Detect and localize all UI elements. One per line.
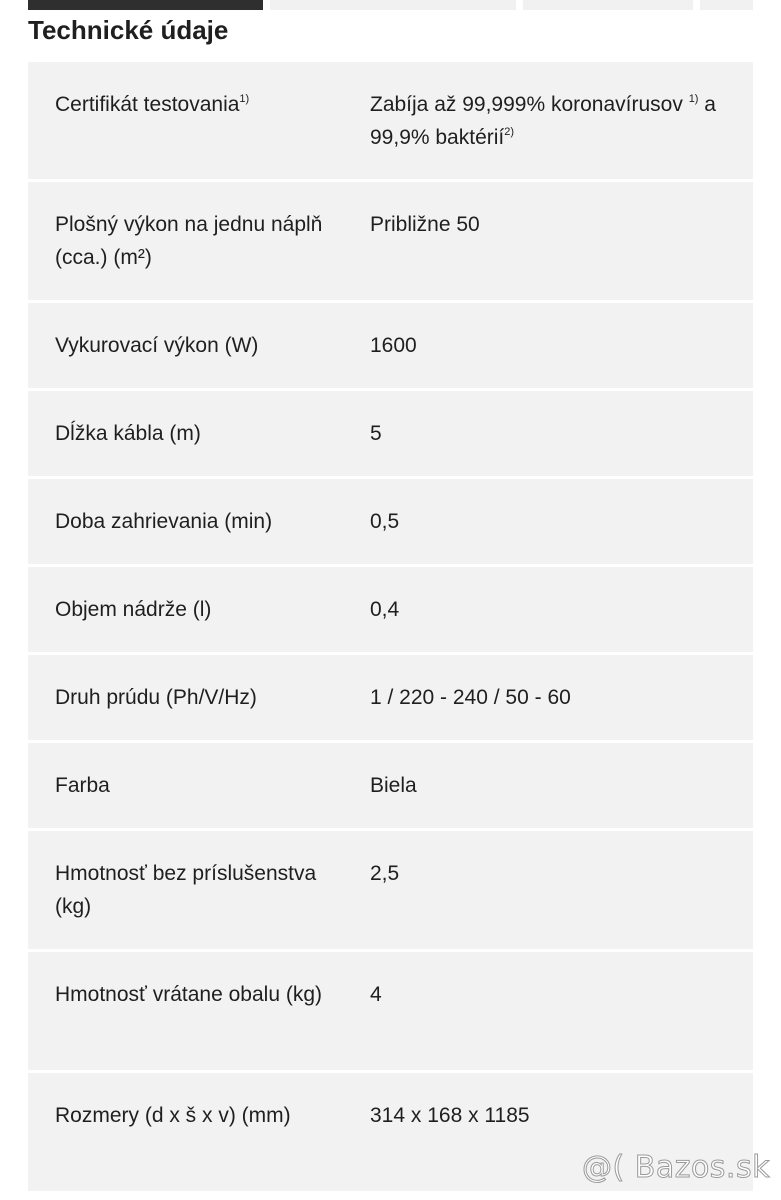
spec-label: Dĺžka kábla (m)	[55, 422, 201, 445]
tab-2[interactable]	[270, 0, 516, 10]
spec-value: 2,5	[370, 862, 400, 885]
spec-row	[28, 182, 753, 300]
spec-label: Objem nádrže (l)	[55, 598, 212, 621]
tab-4[interactable]	[700, 0, 753, 10]
spec-row	[28, 479, 753, 564]
spec-value: 5	[370, 422, 382, 445]
spec-row	[28, 567, 753, 652]
spec-label: Plošný výkon na jednu náplň (cca.) (m²)	[55, 213, 323, 269]
spec-row	[28, 62, 753, 179]
spec-table	[28, 62, 753, 1194]
spec-label: Certifikát testovania$^{1)}$	[55, 93, 250, 116]
spec-row	[28, 831, 753, 949]
tab-bar	[0, 0, 781, 10]
spec-value: 0,4	[370, 598, 400, 621]
spec-value: Biela	[370, 774, 417, 797]
spec-label: Farba	[55, 774, 110, 797]
spec-label: Vykurovací výkon (W)	[55, 334, 259, 357]
spec-value: 1600	[370, 334, 417, 357]
spec-value: 4	[370, 983, 382, 1006]
spec-label: Rozmery (d x š x v) (mm)	[55, 1104, 291, 1127]
spec-value: 0,5	[370, 510, 400, 533]
spec-label: Hmotnosť vrátane obalu (kg)	[55, 983, 323, 1006]
tab-3[interactable]	[523, 0, 693, 10]
spec-row	[28, 952, 753, 1070]
spec-row	[28, 391, 753, 476]
spec-row	[28, 743, 753, 828]
spec-label: Hmotnosť bez príslušenstva (kg)	[55, 862, 317, 918]
spec-label: Doba zahrievania (min)	[55, 510, 273, 533]
bazos-watermark: @( Bazos.sk	[582, 1150, 770, 1185]
spec-value: Zabíja až 99,999% koronavírusov $^{1)}$ a 99,9% baktérií$^{2)}$	[370, 93, 716, 149]
spec-value: 1 / 220 - 240 / 50 - 60	[370, 686, 571, 709]
spec-label: Druh prúdu (Ph/V/Hz)	[55, 686, 257, 709]
spec-row	[28, 655, 753, 740]
spec-row	[28, 303, 753, 388]
spec-value: 314 x 168 x 1185	[370, 1104, 530, 1127]
tab-technical-data-active[interactable]	[28, 0, 263, 10]
spec-value: Približne 50	[370, 213, 480, 236]
section-title: Technické údaje	[28, 15, 229, 45]
